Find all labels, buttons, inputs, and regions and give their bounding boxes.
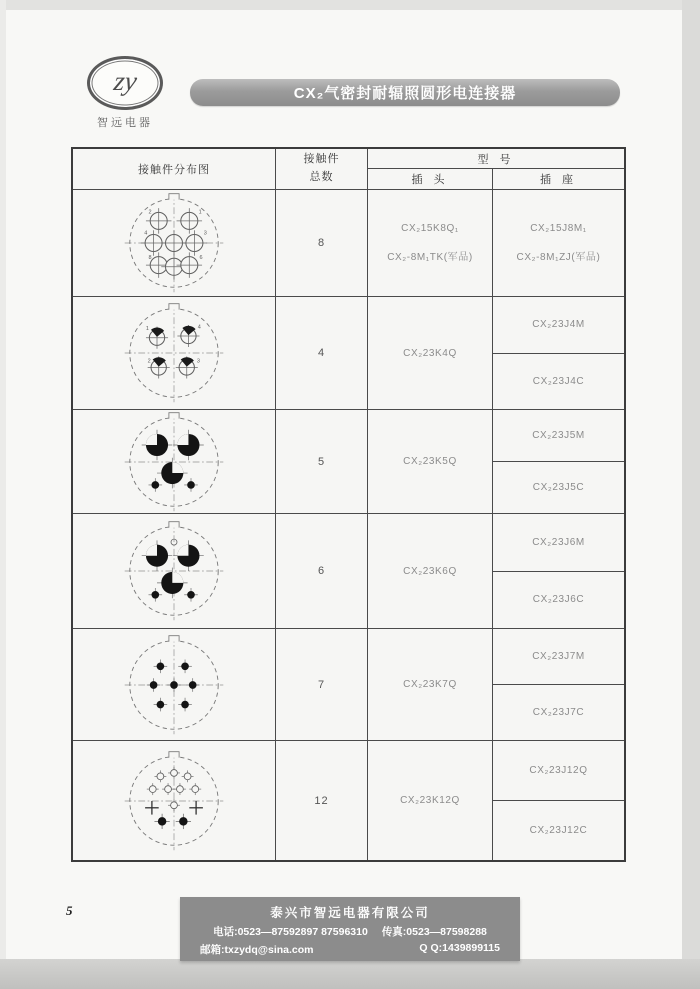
socket-model-sub: CX₂23J5C — [532, 482, 585, 493]
logo-oval-icon — [87, 56, 163, 110]
header-model: 型 号 — [368, 149, 624, 169]
logo-monogram: zy — [111, 66, 139, 96]
title-bar — [190, 79, 620, 106]
contact-count-cell: 7 — [276, 629, 368, 740]
svg-text:1: 1 — [145, 326, 150, 333]
contact-count-cell: 4 — [276, 297, 368, 409]
pin-layout-drawing — [123, 302, 225, 404]
connector-table — [71, 147, 626, 862]
plug-model: CX₂-8M₁TK(军品) — [387, 252, 473, 263]
svg-text:2: 2 — [148, 209, 152, 216]
connector-diagram-7pin — [73, 629, 276, 740]
svg-text:8: 8 — [148, 255, 152, 262]
scan-edge-right — [682, 0, 700, 989]
plug-model-cell — [368, 410, 493, 513]
table-row — [73, 514, 624, 629]
contact-count-cell: 8 — [276, 190, 368, 296]
table-row — [73, 410, 624, 514]
connector-diagram-5pin — [73, 410, 276, 513]
header-socket: 插 座 — [539, 174, 578, 186]
logo-caption: 智远电器 — [97, 117, 153, 129]
socket-model-cell — [493, 297, 624, 409]
socket-model-cell — [493, 410, 624, 513]
socket-model-cell — [493, 741, 624, 860]
connector-diagram-12pin — [73, 741, 276, 860]
socket-model-cell — [493, 190, 624, 296]
socket-model-sub: CX₂23J7M — [493, 629, 624, 685]
fax-number: 传真:0523—87598288 — [381, 926, 487, 938]
socket-model-sub: CX₂23J6M — [493, 514, 624, 572]
plug-model-cell — [368, 741, 493, 860]
scan-edge-bottom — [0, 959, 700, 989]
scan-edge-top — [0, 0, 700, 10]
connector-diagram-4pin — [73, 297, 276, 409]
socket-model-cell — [493, 629, 624, 740]
email-address: 邮箱:txzydq@sina.com — [200, 944, 314, 956]
socket-model-sub: CX₂23J7C — [532, 707, 585, 718]
connector-diagram-8pin — [73, 190, 276, 296]
plug-model: CX₂15K8Q₁ — [401, 223, 459, 234]
page-number: 5 — [66, 903, 73, 918]
table-row — [73, 297, 624, 410]
plug-model-cell — [368, 514, 493, 628]
plug-model: CX₂23K7Q — [403, 679, 457, 690]
socket-model: CX₂15J8M₁ — [530, 223, 587, 234]
svg-text:4: 4 — [197, 324, 201, 331]
plug-model-cell — [368, 297, 493, 409]
pin-layout-drawing — [123, 192, 225, 294]
header-model-group — [368, 149, 624, 189]
pin-layout-drawing — [123, 634, 225, 736]
plug-model: CX₂23K5Q — [403, 456, 457, 467]
table-row — [73, 190, 624, 297]
socket-model: CX₂-8M₁ZJ(军品) — [516, 252, 601, 263]
plug-model-cell — [368, 629, 493, 740]
socket-model-sub: CX₂23J4C — [532, 375, 585, 387]
table-row — [73, 629, 624, 741]
svg-text:4: 4 — [144, 230, 148, 237]
pin-layout-drawing — [123, 520, 225, 622]
contact-count-cell: 6 — [276, 514, 368, 628]
qq-number: Q Q:1439899115 — [419, 942, 500, 954]
table-row — [73, 741, 624, 860]
header-plug: 插 头 — [368, 169, 493, 189]
plug-model: CX₂23K6Q — [403, 565, 457, 577]
svg-text:3: 3 — [196, 358, 201, 365]
pin-layout-drawing — [123, 750, 225, 852]
phone-number: 电话:0523—87592897 87596310 — [213, 926, 368, 938]
header-contact-count: 接触件 总数 — [276, 149, 368, 189]
svg-text:3: 3 — [203, 230, 207, 237]
socket-model-sub: CX₂23J5M — [493, 410, 624, 462]
plug-model: CX₂23K4Q — [403, 347, 457, 359]
header-diagram: 接触件分布图 — [73, 149, 276, 189]
company-name: 泰兴市智远电器有限公司 — [270, 906, 430, 920]
footer — [180, 897, 520, 961]
socket-model-sub: CX₂23J4M — [493, 297, 624, 354]
svg-text:2: 2 — [147, 358, 151, 365]
pin-layout-drawing — [123, 411, 225, 513]
socket-model-sub: CX₂23J12C — [529, 825, 588, 836]
svg-text:1: 1 — [198, 209, 202, 216]
page-title: CX₂气密封耐辐照圆形电连接器 — [293, 85, 517, 102]
socket-model-sub: CX₂23J6C — [532, 594, 585, 606]
table-header — [73, 149, 624, 190]
socket-model-sub: CX₂23J12Q — [493, 741, 624, 801]
company-logo — [86, 56, 164, 130]
svg-text:6: 6 — [199, 255, 203, 262]
scan-edge-left — [0, 0, 6, 989]
plug-model-cell — [368, 190, 493, 296]
contact-count-cell: 12 — [276, 741, 368, 860]
contact-count-cell: 5 — [276, 410, 368, 513]
socket-model-cell — [493, 514, 624, 628]
plug-model: CX₂23K12Q — [400, 795, 460, 806]
connector-diagram-6pin — [73, 514, 276, 628]
